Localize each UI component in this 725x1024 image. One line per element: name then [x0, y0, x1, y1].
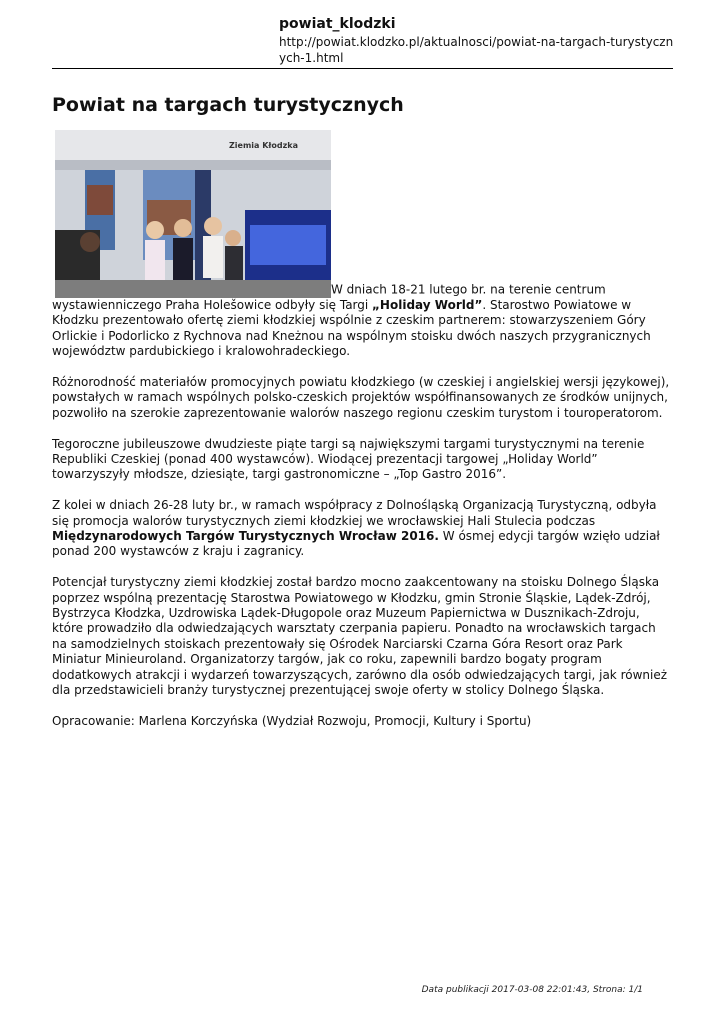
- paragraph-1-bold: „Holiday World”: [372, 298, 483, 312]
- paragraph-4-bold: Międzynarodowych Targów Turystycznych Wrocław 2016.: [52, 529, 439, 544]
- page-header: [279, 16, 679, 66]
- publication-footer: Data publikacji 2017-03-08 22:01:43, Strona: 1/1: [421, 985, 643, 995]
- paragraph-4: [52, 498, 673, 560]
- paragraph-4-text-a: Z kolei w dniach 26-28 luty br., w ramach współpracy z Dolnośląską Organizacją Turystyczną, odbyła się promocja walorów turystycznych ziemi kłodzkiej we wrocławskiej Hali Stulecia podczas: [52, 498, 657, 528]
- photo-sign-text: Ziemia Kłodzka: [229, 141, 298, 150]
- author-credit: Opracowanie: Marlena Korczyńska (Wydział Rozwoju, Promocji, Kultury i Sportu): [52, 713, 532, 728]
- site-name: powiat_klodzki: [279, 16, 396, 32]
- paragraph-1-text-c: . Starostwo Powiatowe w Kłodzku prezentowało ofertę ziemi kłodzkiej wspólnie z czeskim partnerem: stowarzyszeniem Góry Orlickie i Podorlicko z Rychnova nad Kneżnou na wspólnym stoisku dwóch naszych przygranicznych województw pardubickiego i kralowohradeckiego.: [52, 298, 651, 359]
- paragraph-5: Potencjał turystyczny ziemi kłodzkiej został bardzo mocno zaakcentowany na stoisku Dolnego Śląska poprzez wspólną prezentację Starostwa Powiatowego w Kłodzku, gmin Stronie Śląskie, Lądek-Zdrój, Bystrzyca Kłodzka, Uzdrowiska Lądek-Długopole oraz Muzeum Papiernictwa w Dusznikach-Zdroju, które prowadziło dla odwiedzających warsztaty czerpania papieru. Ponadto na wrocławskich targach na samodzielnych stoiskach prezentowały się Ośrodek Narciarski Czarna Góra Resort oraz Park Miniatur Minieuroland. Organizatorzy targów, jak co roku, zapewnili bardzo bogaty program dodatkowych atrakcji i wydarzeń towarzyszących, zarówno dla osób odwiedzających targi, jak również dla przedstawicieli branży turystycznej prezentującej swoje oferty w stolicy Dolnego Śląska.: [52, 575, 668, 698]
- article-photo: [55, 130, 331, 298]
- paragraph-1: [52, 130, 673, 360]
- paragraph-2: Różnorodność materiałów promocyjnych powiatu kłodzkiego (w czeskiej i angielskiej wersji językowej), powstałych w ramach wspólnych polsko-czeskich projektów współfinansowanych ze środków unijnych, pozwoliło na szerokie zaprezentowanie walorów naszego regionu czeskim turystom i touroperatorom.: [52, 375, 670, 420]
- booth-photo-illustration: [55, 130, 331, 298]
- paragraph-3: Tegoroczne jubileuszowe dwudzieste piąte targi są największymi targami turystycznymi na terenie Republiki Czeskiej (ponad 400 wystawców). Wiodącej prezentacji targowej „Holiday World” towarzyszyły młodsze, dziesiąte, targi gastronomiczne – „Top Gastro 2016”.: [52, 436, 645, 482]
- paragraph-4-text-c: W ósmej edycji targów wzięło udział ponad 200 wystawców z kraju i zagranicy.: [52, 529, 660, 559]
- source-url[interactable]: http://powiat.klodzko.pl/aktualnosci/powiat-na-targach-turystycznych-1.html: [279, 35, 674, 65]
- article-title: Powiat na targach turystycznych: [52, 94, 404, 116]
- header-divider: [52, 68, 673, 69]
- article-body: [52, 130, 673, 745]
- paragraph-1-text-a: W dniach 18-21 lutego br. na terenie centrum wystawienniczego Praha Holešowice odbyły się Targi: [52, 282, 606, 312]
